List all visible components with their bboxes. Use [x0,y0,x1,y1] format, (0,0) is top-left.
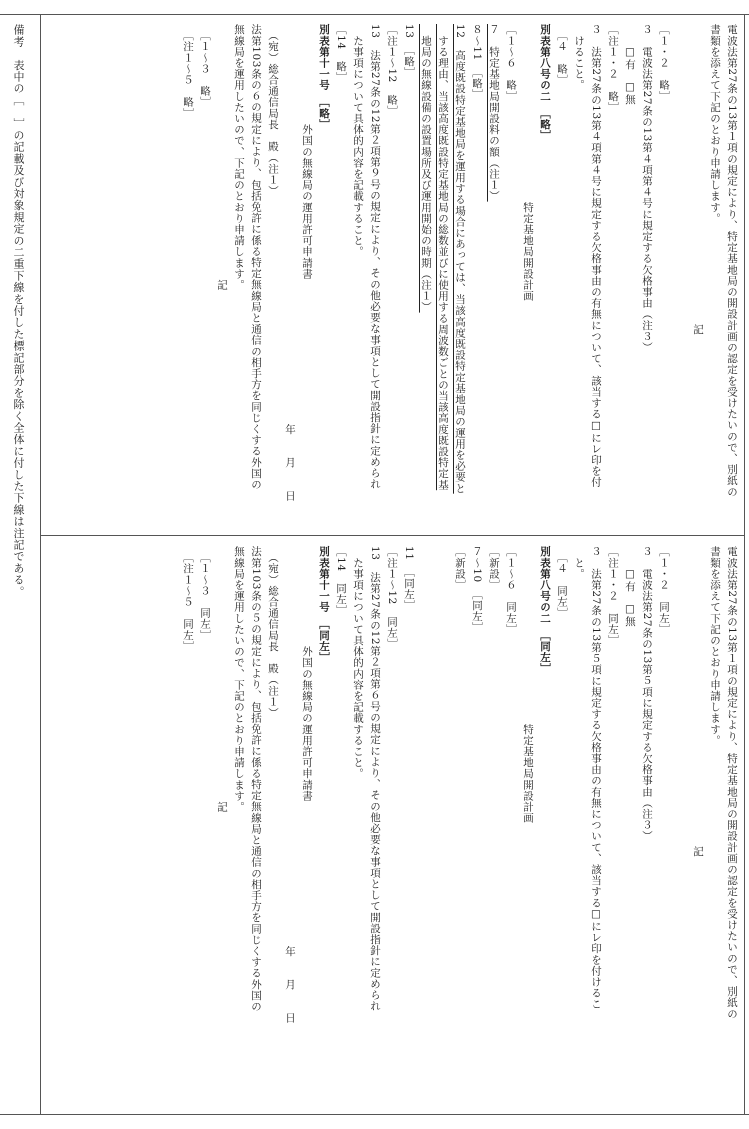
right-column-line: ［新設］ [454,546,466,591]
right-column-line: 記 [216,546,228,813]
left-column-line: ［注１～12 略］ [386,24,398,117]
left-column-line: ［４ 略］ [556,24,568,86]
right-column-line: と。 [573,546,585,580]
right-column-line: 無線局を運用したいので、下記のとおり申請します。 [233,546,245,813]
right-column-line [672,546,689,1106]
left-column-line: 記 [216,24,228,291]
right-column-line: 記 [692,546,704,857]
column-divider [40,535,744,536]
right-column-line [417,546,434,1106]
bottom-rule [0,1114,749,1115]
left-column-line [672,24,689,529]
left-column-line: 別表第八号の二 ［略］ [539,24,551,141]
right-column-line: ［新設］ [488,546,500,591]
right-column-line: 11 ［同左］ [403,546,415,611]
left-column-line: ８～11 ［略］ [471,24,483,100]
left-column-line: 法第103条の６の規定により、包括免許に係る特定無線局と通信の相手方を同じくする外国の [250,24,262,490]
left-column-line: ［１～３ 略］ [199,24,211,108]
right-column-line: ３ 法第27条の13第５項に規定する欠格事由の有無について、該当する□にレ印を付けるこ [590,546,602,1010]
left-column-line: ［14 略］ [335,24,347,83]
right-column-line: ［14 同左］ [335,546,347,617]
right-column-line: 別表第八号の二 ［同左］ [539,546,551,674]
right-column-line: ［１・２ 同左］ [658,546,670,635]
table-right-edge [744,14,745,1114]
left-column-line: □有 □無 [624,24,636,105]
right-column-line: 特定基地局開設計画 [522,546,534,824]
remarks-note: 備考 表中の［ ］の記載及び対象規定の二重下線を付した標記部分を除く全体に付した下線は注記である。 [12,24,25,598]
left-column-line: 特定基地局開設計画 [522,24,534,302]
left-column-line: （宛）総合通信局長 殿（注１） [267,24,279,197]
right-column-line: 13 法第27条の12第２項第６号の規定により、その他必要な事項として開設指針に定められ [369,546,381,1012]
right-column-line: □有 □無 [624,546,636,627]
left-column-line: ［１～６ 略］ [505,24,517,102]
left-column-line: ［注１・２ 略］ [607,24,619,113]
left-column-line: 別表第十一号 ［略］ [318,24,330,130]
right-column-line: 外国の無線局の運用許可申請書 [301,546,313,802]
left-column-line: けること。 [573,24,585,91]
right-column-line: ［注１～５ 同左］ [182,546,194,652]
right-column-line: た事項について具体的内容を記載すること。 [352,546,364,780]
table-left-edge [40,14,41,1114]
left-column-current-text [179,24,740,529]
right-column-old-text [179,546,740,1106]
right-column-line: 年 月 日 [284,546,296,1024]
right-column-line: ３ 電波法第27条の13第５項に規定する欠格事由（注３） [641,546,653,842]
top-rule [0,14,749,15]
right-column-line: （宛）総合通信局長 殿（注１） [267,546,279,719]
left-column-line: ［注１～５ 略］ [182,24,194,119]
left-column-line: 無線局を運用したいので、下記のとおり申請します。 [233,24,245,291]
right-column-line [434,546,451,1106]
left-column-line: ７ 特定基地局開設料の額（注１） [488,24,500,202]
right-column-line: 法第103条の５の規定により、包括免許に係る特定無線局と通信の相手方を同じくする外国の [250,546,262,1012]
left-column-line: 13 法第27条の12第２項第９号の規定により、その他必要な事項として開設指針に定められ [369,24,381,490]
left-column-line: ［１・２ 略］ [658,24,670,102]
right-column-line: ［４ 同左］ [556,546,568,619]
left-column-line: 電波法第27条の13第１項の規定により、特定基地局の開設計画の認定を受けたいので、別紙の [726,24,738,498]
right-column-line: 別表第十一号 ［同左］ [318,546,330,663]
right-column-line: ［注１～12 同左］ [386,546,398,650]
right-column-line: ［１～６ 同左］ [505,546,517,635]
left-column-line: 地局の無線設備の設置場所及び運用開始の時期（注１） [420,24,432,313]
left-column-line: 記 [692,24,704,335]
right-column-line: ［注１・２ 同左］ [607,546,619,646]
right-column-line: ［１～３ 同左］ [199,546,211,641]
left-column-line: ３ 電波法第27条の13第４項第４号に規定する欠格事由（注３） [641,24,653,353]
left-column-line: 13 ［略］ [403,24,415,78]
left-column-line: 外国の無線局の運用許可申請書 [301,24,313,280]
left-column-line: する理由、当該高度既設特定基地局の総数並びに使用する周波数ごとの当該高度既設特定基 [437,24,449,491]
right-column-line: 電波法第27条の13第１項の規定により、特定基地局の開設計画の認定を受けたいので、別紙の [726,546,738,1020]
left-column-line: た事項について具体的内容を記載すること。 [352,24,364,258]
right-column-line: 書類を添えて下記のとおり申請します。 [709,546,721,746]
left-column-line: ３ 法第27条の13第４項第４号に規定する欠格事由の有無について、該当する□にレ印を付 [590,24,602,488]
left-column-line: 年 月 日 [284,24,296,502]
left-column-line: 書類を添えて下記のとおり申請します。 [709,24,721,224]
left-column-line: 12 高度既設特定基地局を運用する場合にあっては、当該高度既設特定基地局の運用を必要と [454,24,466,494]
right-column-line: ７～10 ［同左］ [471,546,483,634]
